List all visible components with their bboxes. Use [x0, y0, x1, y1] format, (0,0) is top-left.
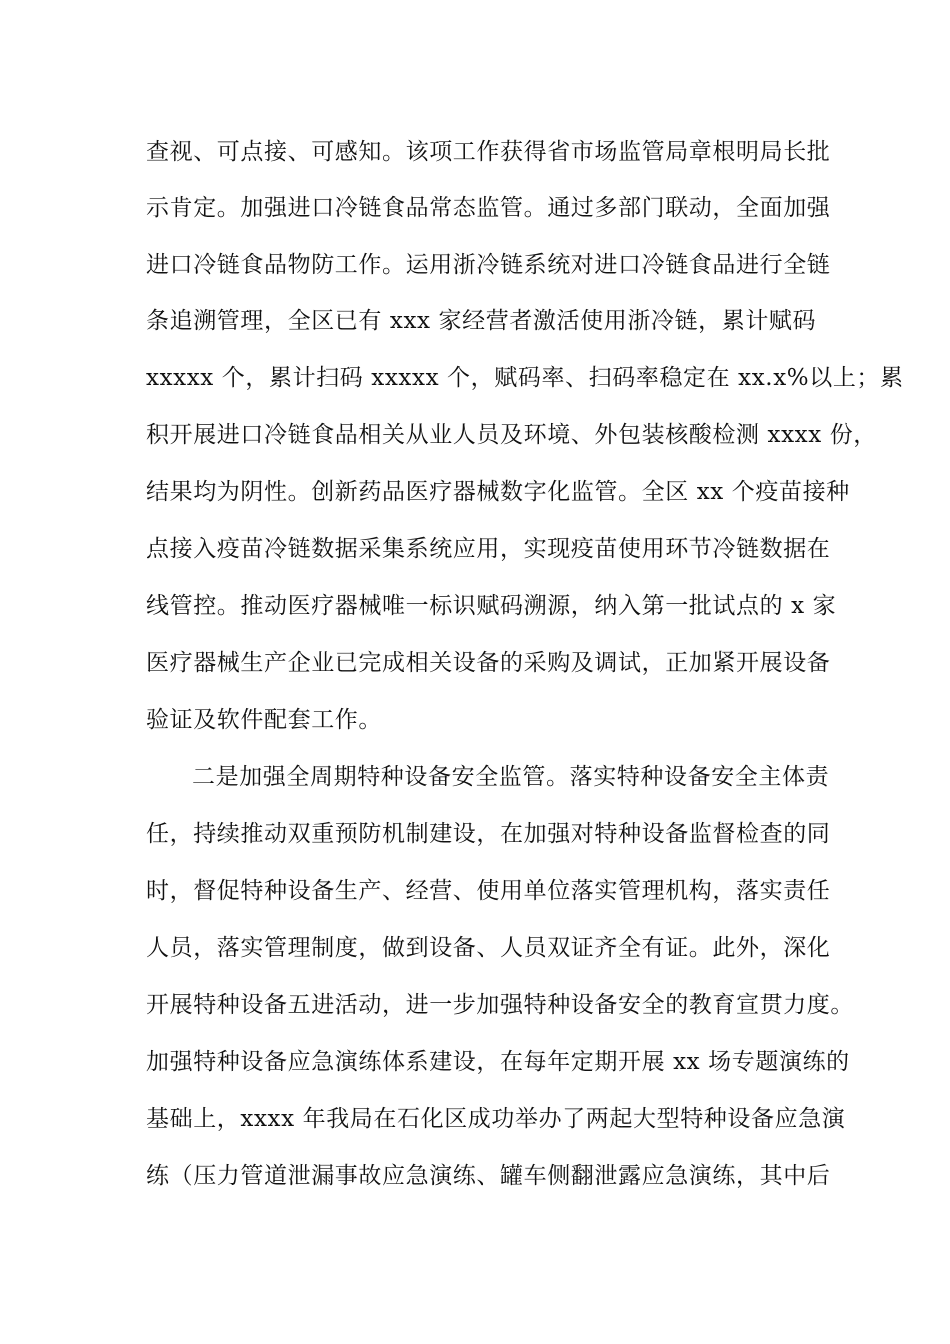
- paragraph-1-line-8: 点接入疫苗冷链数据采集系统应用，实现疫苗使用环节冷链数据在: [146, 536, 831, 562]
- paragraph-1-line-5: xxxxx 个，累计扫码 xxxxx 个，赋码率、扫码率稳定在 xx.x%以上；累: [146, 365, 904, 391]
- paragraph-2-line-3: 时，督促特种设备生产、经营、使用单位落实管理机构，落实责任: [146, 878, 831, 904]
- paragraph-2-line-5: 开展特种设备五进活动，进一步加强特种设备安全的教育宣贯力度。: [146, 992, 854, 1018]
- paragraph-2-line-2: 任，持续推动双重预防机制建设，在加强对特种设备监督检查的同: [146, 821, 831, 847]
- paragraph-2-line-8: 练（压力管道泄漏事故应急演练、罐车侧翻泄露应急演练，其中后: [146, 1163, 831, 1189]
- paragraph-2-line-4: 人员，落实管理制度，做到设备、人员双证齐全有证。此外，深化: [146, 935, 831, 961]
- paragraph-1-line-11: 验证及软件配套工作。: [146, 707, 382, 733]
- paragraph-2-line-7: 基础上，xxxx 年我局在石化区成功举办了两起大型特种设备应急演: [146, 1106, 846, 1132]
- paragraph-1-line-7: 结果均为阴性。创新药品医疗器械数字化监管。全区 xx 个疫苗接种: [146, 479, 850, 505]
- paragraph-2-line-6: 加强特种设备应急演练体系建设，在每年定期开展 xx 场专题演练的: [146, 1049, 850, 1075]
- paragraph-1-line-6: 积开展进口冷链食品相关从业人员及环境、外包装核酸检测 xxxx 份，: [146, 422, 877, 448]
- paragraph-1-line-1: 查视、可点接、可感知。该项工作获得省市场监管局章根明局长批: [146, 139, 831, 165]
- paragraph-1-line-10: 医疗器械生产企业已完成相关设备的采购及调试，正加紧开展设备: [146, 650, 831, 676]
- paragraph-1-line-4: 条追溯管理，全区已有 xxx 家经营者激活使用浙冷链，累计赋码: [146, 308, 817, 334]
- paragraph-1-line-3: 进口冷链食品物防工作。运用浙冷链系统对进口冷链食品进行全链: [146, 252, 831, 278]
- paragraph-1-line-9: 线管控。推动医疗器械唯一标识赋码溯源，纳入第一批试点的 x 家: [146, 593, 837, 619]
- paragraph-2-line-1: 二是加强全周期特种设备安全监管。落实特种设备安全主体责: [192, 764, 830, 790]
- paragraph-1-line-2: 示肯定。加强进口冷链食品常态监管。通过多部门联动，全面加强: [146, 195, 831, 221]
